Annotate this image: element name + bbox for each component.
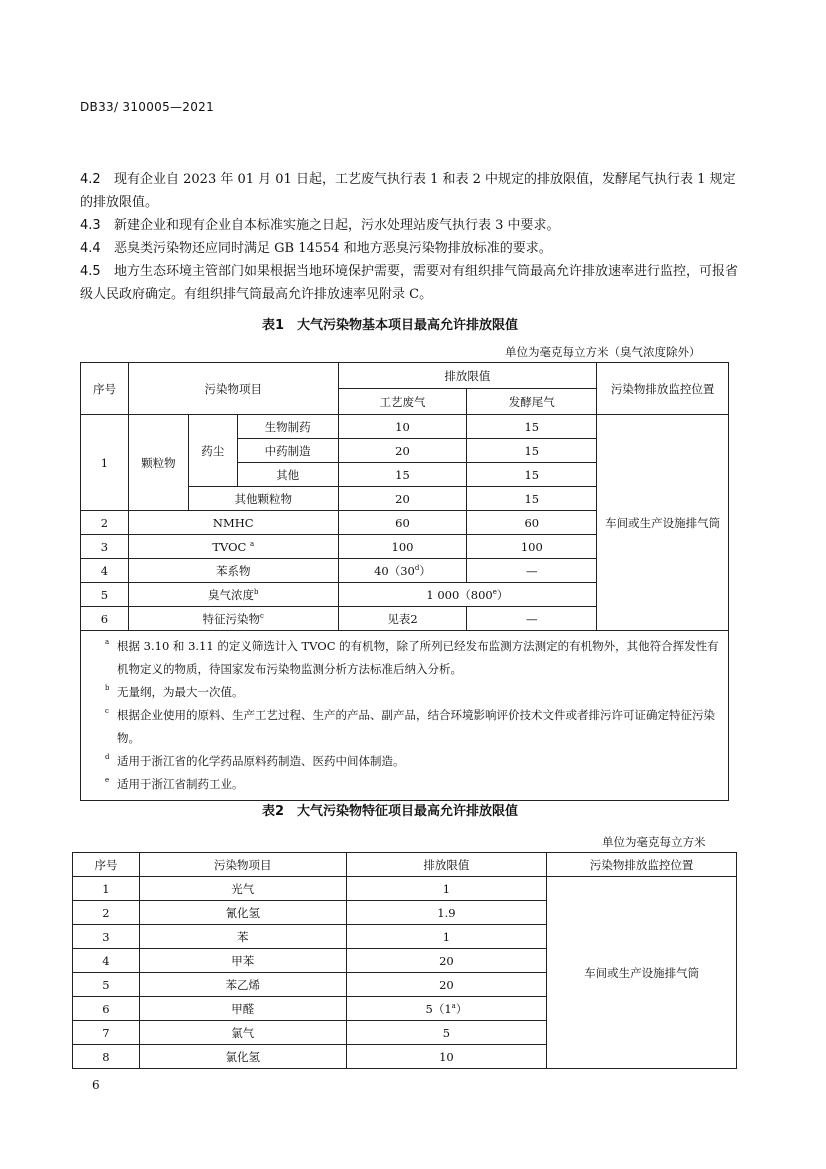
cell-no: 3 [73, 925, 140, 949]
footnote-mark: d [105, 753, 110, 761]
cell-particulate: 颗粒物 [128, 415, 188, 511]
cell-no: 1 [73, 877, 140, 901]
cell-no: 6 [81, 607, 129, 631]
footnote: d 适用于浙江省的化学药品原料药制造、医药中间体制造。 [105, 750, 720, 773]
cell-ferment: 15 [467, 487, 597, 511]
footnote-mark: a [451, 1001, 456, 1010]
cell-sub: 其他颗粒物 [188, 487, 338, 511]
cell-process: 10 [338, 415, 467, 439]
footnote-mark: e [492, 587, 497, 596]
table-row [81, 415, 729, 439]
cell-no: 5 [73, 973, 140, 997]
table1-notes [81, 631, 729, 801]
table2 [72, 852, 737, 1069]
cell-location: 车间或生产设施排气筒 [597, 415, 729, 631]
cell-item: 特征污染物$^c$ [128, 607, 338, 631]
table2-unit: 单位为毫克每立方米 [602, 835, 706, 849]
cell-ferment: 60 [467, 511, 597, 535]
cell-item: 臭气浓度$^b$ [128, 583, 338, 607]
cell-sub: 其他 [237, 463, 338, 487]
cell-location: 车间或生产设施排气筒 [547, 877, 737, 1069]
page-number: 6 [92, 1078, 100, 1092]
cell-ferment: — [467, 607, 597, 631]
table2-caption: 表2 大气污染物特征项目最高允许排放限值 [262, 804, 519, 819]
cell-process: 20 [338, 487, 467, 511]
paragraph-4-5 [80, 260, 740, 306]
clause-text: 现有企业自 2023 年 01 月 01 日起，工艺废气执行表 1 和表 2 中规定的排放限值，发酵尾气执行表 1 规定的排放限值。 [80, 172, 736, 210]
cell-ferment: 15 [467, 415, 597, 439]
header-item: 污染物项目 [128, 363, 338, 415]
clause-text: 恶臭类污染物还应同时满足 GB 14554 和地方恶臭污染物排放标准的要求。 [114, 241, 552, 256]
cell-limit: 20 [346, 973, 547, 997]
footnote-mark: e [105, 776, 110, 784]
footnote: a 根据 3.10 和 3.11 的定义筛选计入 TVOC 的有机物，除了所列已经发布监测方法测定的有机物外，其他符合挥发性有机物定义的物质，待国家发布污染物监测分析方法标准后纳入分析。 [105, 635, 720, 681]
notes-row [81, 631, 729, 801]
header-no: 序号 [81, 363, 129, 415]
cell-no: 4 [73, 949, 140, 973]
table-header-row [73, 853, 737, 877]
document-code: DB33/ 310005—2021 [80, 100, 215, 114]
table1-unit: 单位为毫克每立方米（臭气浓度除外） [505, 345, 701, 359]
cell-limit: 10 [346, 1045, 547, 1069]
cell-no: 4 [81, 559, 129, 583]
table-header-row [81, 363, 729, 389]
clause-number: 4.2 [80, 172, 101, 187]
cell-limit: 5 [346, 1021, 547, 1045]
header-limit: 排放限值 [338, 363, 597, 389]
footnote: c 根据企业使用的原料、生产工艺过程、生产的产品、副产品，结合环境影响评价技术文件或者排污许可证确定特征污染物。 [105, 704, 720, 750]
cell-no: 1 [81, 415, 129, 511]
table1 [80, 362, 729, 801]
cell-sub: 中药制造 [237, 439, 338, 463]
paragraph-4-2 [80, 168, 740, 214]
cell-process: 见表2 [338, 607, 467, 631]
footnote-mark: a [249, 539, 255, 548]
header-location: 污染物排放监控位置 [547, 853, 737, 877]
cell-no: 6 [73, 997, 140, 1021]
footnote-mark: b [105, 684, 110, 692]
footnote-mark: a [105, 638, 110, 646]
header-process: 工艺废气 [338, 389, 467, 415]
header-ferment: 发酵尾气 [467, 389, 597, 415]
cell-item: TVOC $^a$ [128, 535, 338, 559]
clause-number: 4.4 [80, 241, 101, 256]
clause-number: 4.3 [80, 218, 101, 233]
cell-item: 氯气 [139, 1021, 346, 1045]
cell-process: 40（30$^d$） [338, 559, 467, 583]
footnote: b 无量纲，为最大一次值。 [105, 681, 720, 704]
cell-item: 氯化氢 [139, 1045, 346, 1069]
cell-ferment: 15 [467, 439, 597, 463]
cell-ferment: — [467, 559, 597, 583]
cell-limit: 1 [346, 925, 547, 949]
header-limit: 排放限值 [346, 853, 547, 877]
cell-ferment: 15 [467, 463, 597, 487]
footnote-mark: c [260, 611, 264, 620]
cell-item: 苯 [139, 925, 346, 949]
cell-limit: 1 [346, 877, 547, 901]
cell-ferment: 100 [467, 535, 597, 559]
cell-no: 2 [73, 901, 140, 925]
cell-item: 苯系物 [128, 559, 338, 583]
footnote: e 适用于浙江省制药工业。 [105, 773, 720, 796]
header-no: 序号 [73, 853, 140, 877]
cell-merged-limit: 1 000（800e） [338, 583, 597, 607]
table-row [73, 877, 737, 901]
cell-sub: 生物制药 [237, 415, 338, 439]
cell-process: 15 [338, 463, 467, 487]
footnote-mark: d [414, 563, 420, 572]
clause-number: 4.5 [80, 264, 101, 279]
cell-item: NMHC [128, 511, 338, 535]
cell-dust: 药尘 [188, 415, 237, 487]
clause-text: 新建企业和现有企业自本标准实施之日起，污水处理站废气执行表 3 中要求。 [114, 218, 560, 233]
cell-process: 100 [338, 535, 467, 559]
cell-item: 甲醛 [139, 997, 346, 1021]
cell-item: 甲苯 [139, 949, 346, 973]
cell-limit: 20 [346, 949, 547, 973]
header-item: 污染物项目 [139, 853, 346, 877]
cell-no: 3 [81, 535, 129, 559]
cell-no: 8 [73, 1045, 140, 1069]
clause-text: 地方生态环境主管部门如果根据当地环境保护需要，需要对有组织排气筒最高允许排放速率进行监控，可报省级人民政府确定。有组织排气筒最高允许排放速率见附录 C。 [80, 264, 739, 302]
cell-process: 20 [338, 439, 467, 463]
cell-process: 60 [338, 511, 467, 535]
cell-item: 氰化氢 [139, 901, 346, 925]
table1-caption: 表1 大气污染物基本项目最高允许排放限值 [262, 318, 519, 333]
cell-limit: 5（1$^a$） [346, 997, 547, 1021]
cell-limit: 1.9 [346, 901, 547, 925]
paragraph-4-3 [80, 214, 740, 237]
cell-no: 2 [81, 511, 129, 535]
footnote-mark: b [254, 587, 259, 596]
cell-no: 5 [81, 583, 129, 607]
header-location: 污染物排放监控位置 [597, 363, 729, 415]
cell-no: 7 [73, 1021, 140, 1045]
paragraph-4-4 [80, 237, 740, 260]
cell-item: 光气 [139, 877, 346, 901]
cell-item: 苯乙烯 [139, 973, 346, 997]
footnote-mark: c [105, 707, 109, 715]
